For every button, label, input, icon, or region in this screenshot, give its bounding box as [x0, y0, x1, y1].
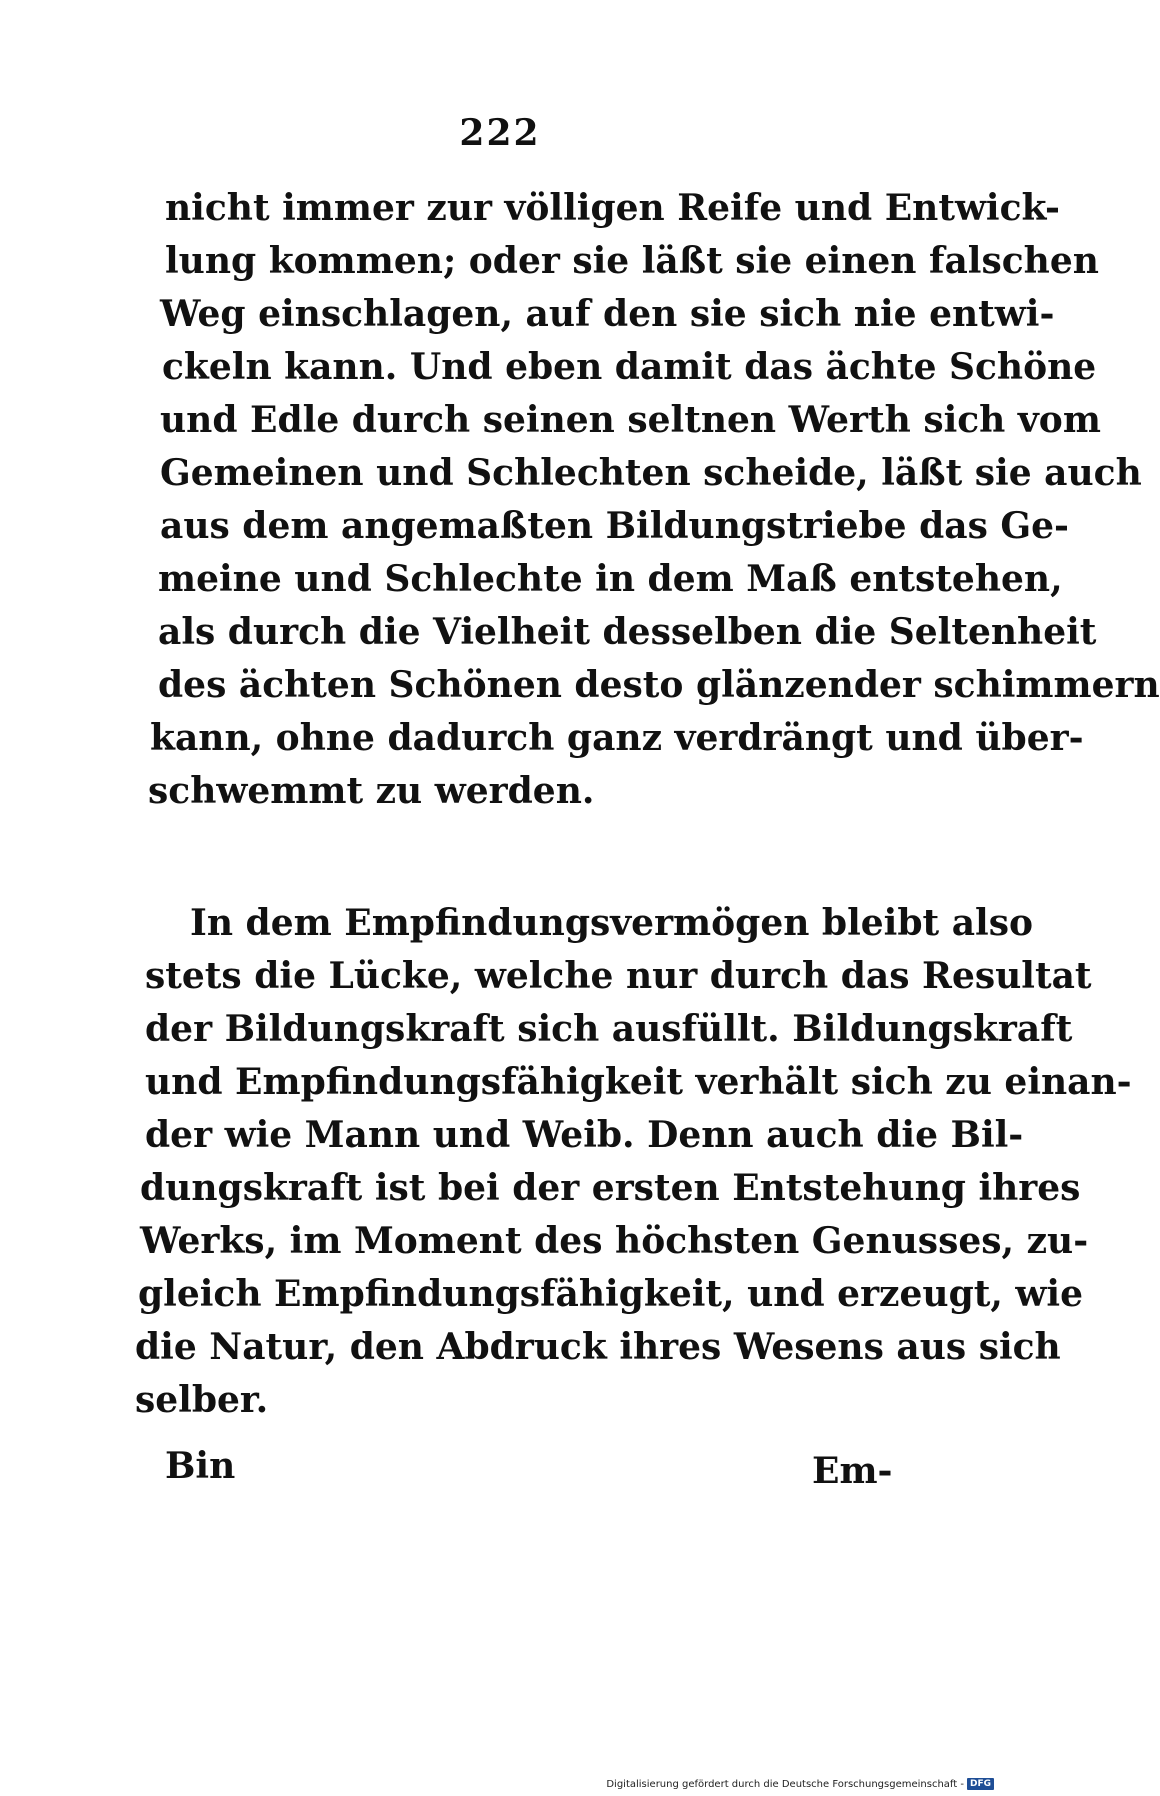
signature-mark: Bin [165, 1445, 236, 1487]
text-line: nicht immer zur völligen Reife und Entwick- [165, 187, 1060, 229]
text-line: kann, ohne dadurch ganz verdrängt und über- [150, 717, 1084, 759]
catchword: Em- [812, 1450, 893, 1492]
text-line: Weg einschlagen, auf den sie sich nie entwi- [160, 293, 1055, 335]
text-line: und Edle durch seinen seltnen Werth sich vom [160, 399, 1101, 441]
text-line: Werks, im Moment des höchsten Genusses, zu- [140, 1220, 1089, 1262]
text-line: stets die Lücke, welche nur durch das Resultat [145, 955, 1092, 997]
text-line: meine und Schlechte in dem Maß entstehen, [158, 558, 1063, 600]
dfg-logo: DFG [967, 1778, 994, 1790]
text-line: als durch die Vielheit desselben die Seltenheit [158, 611, 1097, 653]
text-line: Gemeinen und Schlechten scheide, läßt sie auch [160, 452, 1142, 494]
text-line: und Empfindungsfähigkeit verhält sich zu einan- [145, 1061, 1132, 1103]
page-number: 222 [459, 112, 541, 154]
digitization-footer [606, 1778, 994, 1790]
text-line: ckeln kann. Und eben damit das ächte Schöne [162, 346, 1097, 388]
text-line: selber. [135, 1379, 269, 1421]
text-line: der wie Mann und Weib. Denn auch die Bil- [145, 1114, 1024, 1156]
text-line: dungskraft ist bei der ersten Entstehung ihres [140, 1167, 1081, 1209]
text-line: des ächten Schönen desto glänzender schimmern [158, 664, 1160, 706]
text-line: aus dem angemaßten Bildungstriebe das Ge- [160, 505, 1069, 547]
text-line: gleich Empfindungsfähigkeit, und erzeugt, wie [138, 1273, 1083, 1315]
text-line: schwemmt zu werden. [148, 770, 595, 812]
text-line: lung kommen; oder sie läßt sie einen falschen [165, 240, 1099, 282]
footer-text: Digitalisierung gefördert durch die Deutsche Forschungsgemeinschaft - [606, 1778, 964, 1790]
text-line: In dem Empfindungsvermögen bleibt also [190, 902, 1033, 944]
text-line: der Bildungskraft sich ausfüllt. Bildungskraft [145, 1008, 1073, 1050]
text-line: die Natur, den Abdruck ihres Wesens aus sich [135, 1326, 1061, 1368]
